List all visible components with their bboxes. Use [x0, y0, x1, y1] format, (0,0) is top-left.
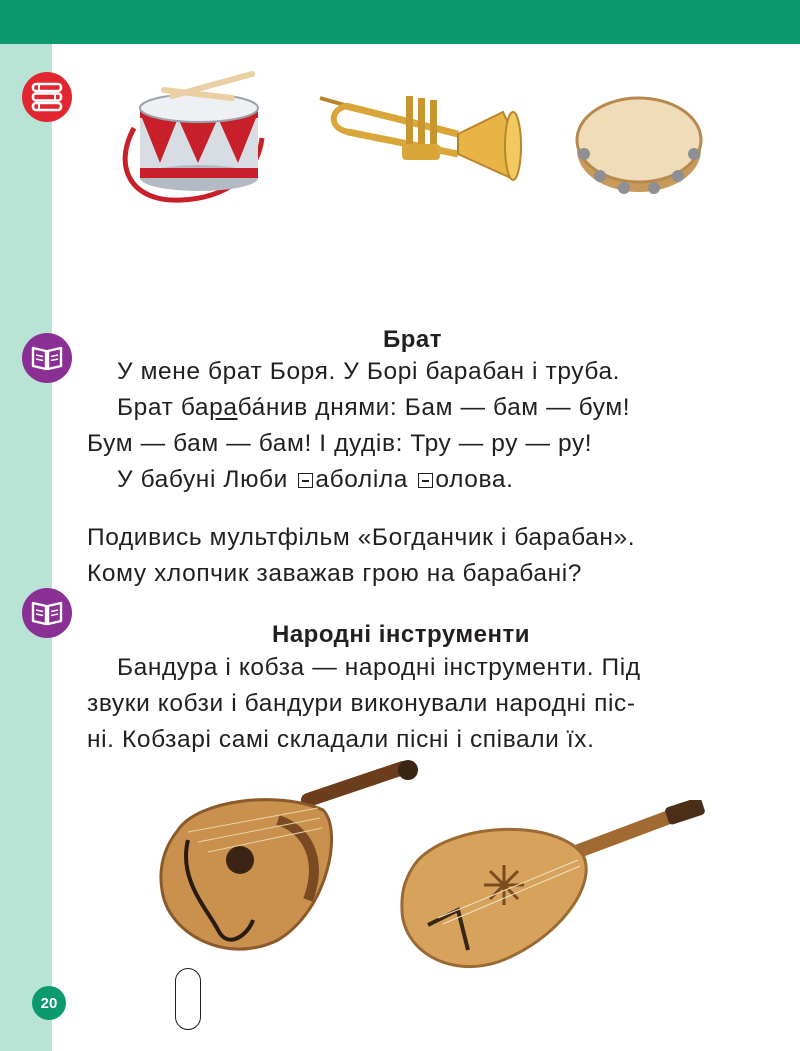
tambourine-icon: [572, 88, 707, 198]
folk-line: Бандура і кобза — народні інструменти. Під: [117, 654, 641, 681]
drum-icon: [112, 68, 272, 208]
story-line: У бабуні Люби аболіла олова.: [117, 466, 514, 493]
kobza-icon: [398, 800, 718, 975]
folk-line: ні. Кобзарі самі складали пісні і співали їх.: [87, 726, 595, 753]
story-text: [87, 354, 630, 498]
story-title: Брат: [383, 326, 443, 353]
header-bar: [0, 0, 800, 44]
story-line: Брат бараба́нив днями: Бам — бам — бум!: [117, 394, 631, 421]
page-number: 20: [32, 986, 66, 1020]
missing-letter-box: [298, 473, 313, 488]
task-line: Кому хлопчик заважав грою на барабані?: [87, 560, 582, 587]
folk-line: звуки кобзи і бандури виконували народні піс-: [87, 690, 636, 717]
folk-text: [87, 650, 641, 758]
bandura-icon: [158, 760, 423, 965]
story-line: У мене брат Боря. У Борі барабан і труба.: [117, 358, 621, 385]
story-line: Бум — бам — бам! І дудів: Тру — ру — ру!: [87, 430, 593, 457]
books-stack-icon: [22, 72, 72, 122]
open-book-icon: [22, 588, 72, 638]
side-strip: [0, 44, 52, 1051]
missing-letter-box: [418, 473, 433, 488]
answer-box: [175, 968, 201, 1030]
open-book-icon: [22, 333, 72, 383]
task-line: Подивись мультфільм «Богданчик і барабан».: [87, 524, 636, 551]
folk-title: Народні інструменти: [272, 621, 530, 648]
trumpet-icon: [318, 84, 528, 194]
task-text: [87, 520, 635, 592]
